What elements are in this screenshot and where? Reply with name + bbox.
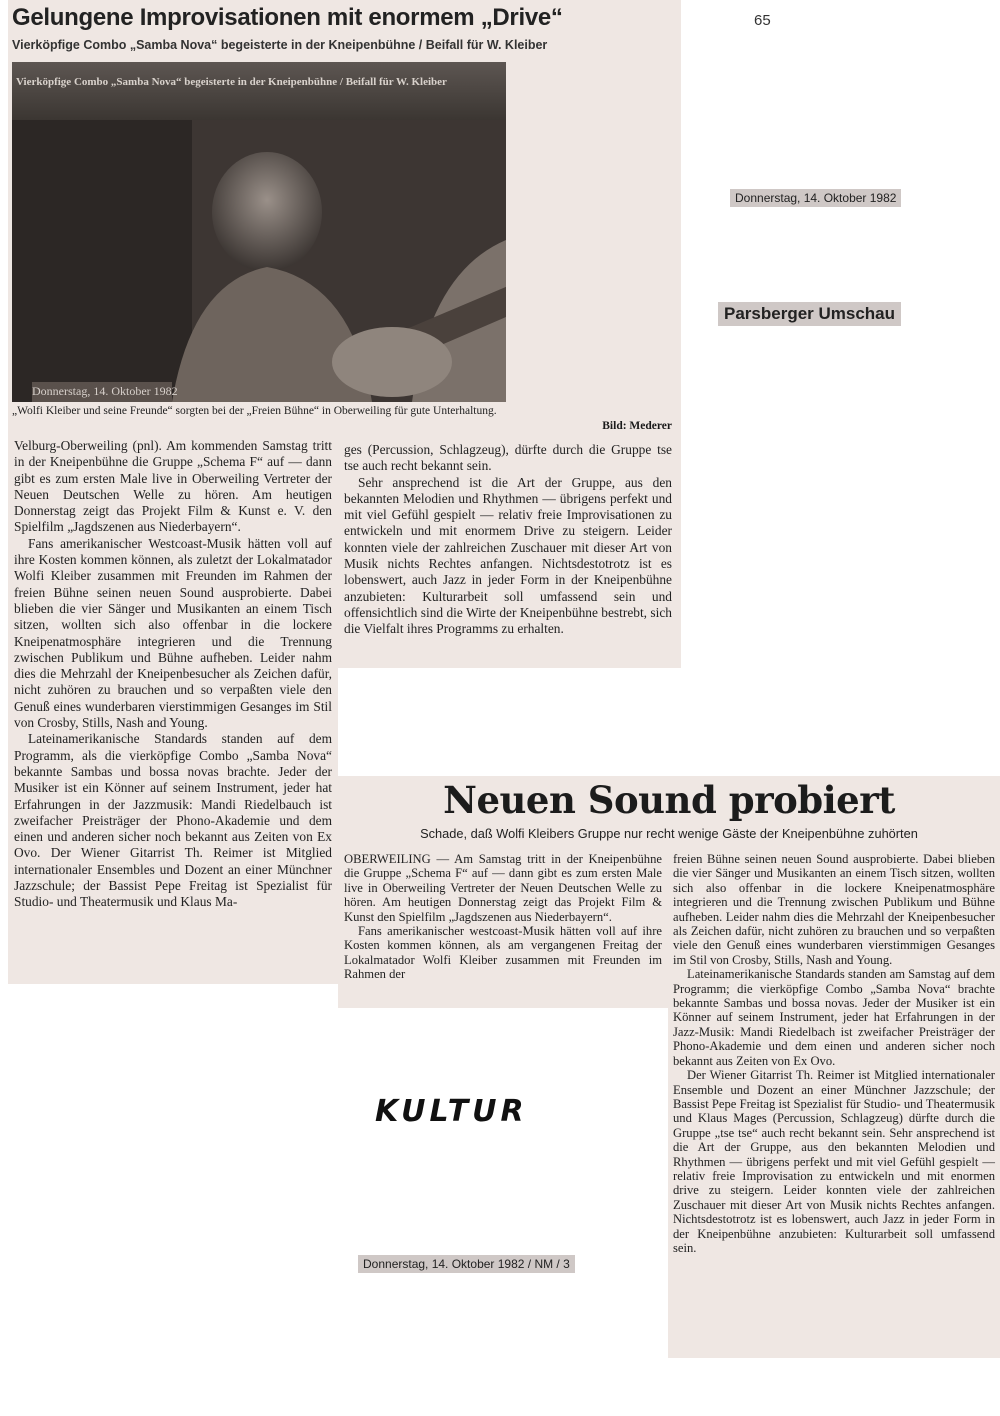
article-2-column-1 [344, 852, 662, 982]
photo-date-overprint: Donnerstag, 14. Oktober 1982 [32, 384, 178, 398]
article-1-subheadline: Vierköpfige Combo „Samba Nova“ begeisterte in der Kneipenbühne / Beifall für W. Kleiber [12, 38, 548, 52]
article-2-paragraph: Lateinamerikanische Standards standen am Samstag auf dem Programm; die vierköpfige Combo „Samba Nova“ brachte bekannte Sambas und bossa novas. Jeder der Musiker ist ein Könner auf seinem Instrument, jeder hat Erfahrungen in der Jazz-Musik: Mandi Riedelbach ist zweifacher Preisträger der Phono-Akademie und dem einen und anderen sicher noch bekannt aus Zeiten von Ex Ovo. [673, 967, 995, 1068]
article-1-photo [12, 62, 506, 402]
article-2-headline: Neuen Sound probiert [443, 778, 895, 822]
article-2-subheadline: Schade, daß Wolfi Kleibers Gruppe nur recht wenige Gäste der Kneipenbühne zuhörten [420, 826, 918, 841]
article-1-paragraph: Velburg-Oberweiling (pnl). Am kommenden Samstag tritt in der Kneipenbühne die Gruppe „Schema F“ auf — dann gibt es zum ersten Male live in Oberweiling Vertreter der Neuen Deutschen Welle zu hören. Am heutigen Donnerstag zeigt das Projekt Film & Kunst e. V. den Spielfilm „Jagdszenen aus Niederbayern“. [14, 438, 332, 535]
article-1-paragraph: Fans amerikanischer Westcoast-Musik hätten voll auf ihre Kosten kommen können, als zuletzt der Lokalmatador Wolfi Kleiber zusammen mit Freunden im Rahmen der freien Bühne seinen neuen Sound ausprobierte. Dabei blieben die vier Sänger und Musikanten an einem Tisch sitzen, wollten sich also offenbar in die lockere Kneipenatmosphäre integrieren und die Trennung zwischen Publikum und Bühne aufheben. Leider nahm dies die Mehrzahl der Kneipenbesucher als Zeichen dafür, nicht zuhören zu brauchen und so verpaßten viele den Genuß eines wunderbaren vierstimmigen Gesanges im Stil von Crosby, Stills, Nash and Young. [14, 535, 332, 731]
article-2-paragraph: Der Wiener Gitarrist Th. Reimer ist Mitglied internationaler Ensemble und Dozent an einer Münchner Jazzschule; der Bassist Pepe Freitag ist Spezialist für Studio- und Theatermusik und Klaus Mages (Percussion, Schlagzeug) dürfte durch die Gruppe „tse tse“ auch recht bekannt sein. Sehr ansprechend ist die Art der Gruppe, aus den bekannten Melodien und Rhythmen — übrigens perfekt und mit viel Gefühl gespielt — relativ freie Improvisation zu entwickeln und mit enormen drive zu steigern. Leider konnten viele der zahlreichen Zuschauer mit dieser Art von Musik nichts Rechtes anfangen. Nichtsdestotrotz ist es lobenswert, auch Jazz in jeder Form in der Kneipenbühne anzubieten: Kulturarbeit soll umfassend sein. [673, 1068, 995, 1255]
article-1-paragraph: ges (Percussion, Schlagzeug), dürfte durch die Gruppe tse tse auch recht bekannt sein. [344, 442, 672, 474]
article-2-column-2 [673, 852, 995, 1255]
article-1-paragraph: Sehr ansprechend ist die Art der Gruppe, aus den bekannten Melodien und Rhythmen — übrigens perfekt und mit viel Gefühl gespielt — relativ freie Improvisationen zu entwickeln und mit enormem Drive zu steigern. Leider konnten viele der zahlreichen Zuschauer mit dieser Art von Musik nichts Rechtes anfangen. Nichtsdestotrotz ist es lobenswert, auch Jazz in jeder Form in der Kneipenbühne anzubieten: Kulturarbeit soll umfassend sein und offensichtlich sind die Wirte der Kneipenbühne bestrebt, sich die Vielfalt ihres Programms zu erhalten. [344, 474, 672, 637]
section-label: KULTUR [375, 1094, 528, 1129]
article-1-column-2 [344, 442, 672, 638]
source-date-label: Donnerstag, 14. Oktober 1982 [730, 189, 901, 207]
source-date-page-label: Donnerstag, 14. Oktober 1982 / NM / 3 [358, 1255, 575, 1273]
article-2-paragraph: freien Bühne seinen neuen Sound ausprobierte. Dabei blieben die vier Sänger und Musikanten an einem Tisch sitzen, wollten sich also offenbar in die lockere Kneipenatmosphäre integrieren und die Trennung zwischen Publikum und Bühne aufheben. Leider nahm dies die Mehrzahl der Kneipenbesucher als Zeichen dafür, nicht zuhören zu brauchen und so verpaßten viele den Genuß eines wunderbaren vierstimmigen Gesanges im Stil von Crosby, Stills, Nash and Young. [673, 852, 995, 967]
page-number: 65 [754, 12, 771, 29]
article-1-paragraph: Lateinamerikanische Standards standen auf dem Programm, als die vierköpfige Combo „Samba Nova“ bekannte Sambas und bossa novas brachte. Jeder der Musiker ist ein Könner auf seinem Instrument, jeder hat Erfahrungen in der Jazzmusik: Mandi Riedelbauch ist zweifacher Preisträger der Phono-Akademie und dem einen und anderen sicher noch bekannt aus Zeiten von Ex Ovo. Der Wiener Gitarrist Th. Reimer ist Mitglied internationaler Ensembles und Dozent an einer Münchner Jazzschule; der Bassist Pepe Freitag ist Spezialist für Studio- und Theatermusik und Klaus Ma- [14, 731, 332, 910]
article-2-paragraph: OBERWEILING — Am Samstag tritt in der Kneipenbühne die Gruppe „Schema F“ auf — dann gibt es zum ersten Male live in Oberweiling Vertreter der Neuen Deutschen Welle zu hören. Am heutigen Donnerstag zeigt das Projekt Film & Kunst den Spielfilm „Jagdszenen aus Niederbayern“. [344, 852, 662, 924]
photo-strip-text: Vierköpfige Combo „Samba Nova“ begeisterte in der Kneipenbühne / Beifall für W. Kleiber [16, 76, 447, 88]
article-2-paragraph: Fans amerikanischer westcoast-Musik hätten voll auf ihre Kosten kommen können, als am vergangenen Freitag der Lokalmatador Wolfi Kleiber zusammen mit Freunden im Rahmen der [344, 924, 662, 982]
musicians-photo [12, 62, 506, 402]
photo-caption: „Wolfi Kleiber und seine Freunde“ sorgten bei der „Freien Bühne“ in Oberweiling für gute Unterhaltung. [12, 405, 497, 417]
newspaper-name-label: Parsberger Umschau [718, 302, 901, 326]
article-1-column-1 [14, 438, 332, 911]
article-1-headline: Gelungene Improvisationen mit enormem „Drive“ [12, 4, 563, 31]
photo-credit: Bild: Mederer [602, 420, 672, 432]
